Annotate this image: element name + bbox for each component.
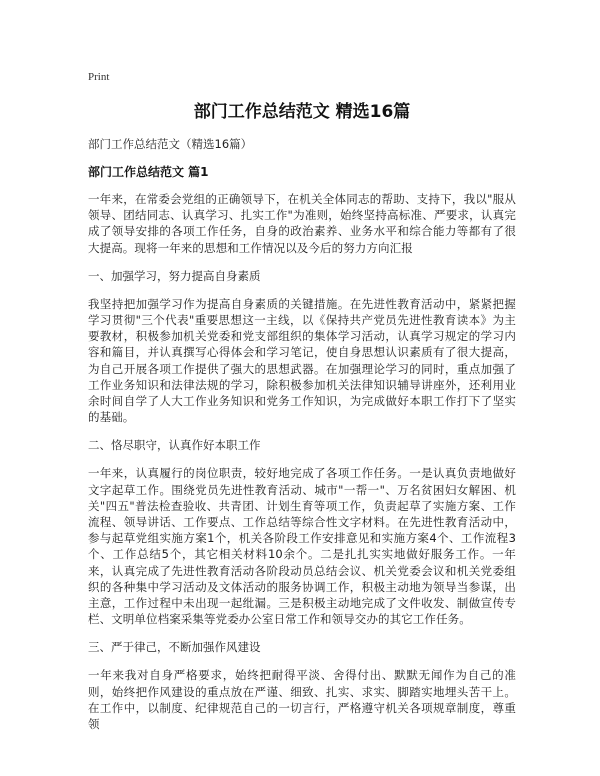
page-title: 部门工作总结范文 精选16篇 (193, 102, 411, 122)
paragraph-duties: 一年来，认真履行的岗位职责，较好地完成了各项工作任务。一是认真负责地做好文字起草工作。围绕党员先进性教育活动、城市"一帮一"、万名贫困妇女解困、机关"四五"普法检查验收、共青团、计划生育等项工作，负责起草了实施方案、工作流程、领导讲话、工作要点、工作总结等综合性文字材料。在先进性教育活动中，参与起草党组实施方案1个，机关各阶段工作安排意见和实施方案4个、工作流程3个、工作总结5个，其它相关材料10余个。二是扎扎实实地做好服务工作。一年来，认真完成了先进性教育活动各阶段动员总结会议、机关党委会议和机关党委组织的各种集中学习活动及文体活动的服务协调工作，积极主动地为领导当参谋，出主意，工作过程中未出现一起纰漏。三是积极主动地完成了文件收发、制做宣传专栏、文明单位档案采集等党委办公室日常工作和领导交办的其它工作任务。 (88, 466, 516, 627)
document-page (88, 70, 516, 744)
intro-paragraph: 一年来，在常委会党组的正确领导下，在机关全体同志的帮助、支持下，我以"服从领导、团结同志、认真学习、扎实工作"为准则，始终坚持高标准、严要求，认真完成了领导安排的各项工作任务，自身的政治素养、业务水平和综合能力等都有了很大提高。现将一年来的思想和工作情况以及今后的努力方向汇报 (88, 192, 516, 255)
subheading-duties: 二、恪尽职守，认真作好本职工作 (88, 438, 261, 453)
section-heading: 部门工作总结范文 篇1 (88, 165, 209, 179)
paragraph-discipline: 一年来我对自身严格要求，始终把耐得平淡、舍得付出、默默无闻作为自己的准则，始终把作风建设的重点放在严谨、细致、扎实、求实、脚踏实地埋头苦干上。在工作中，以制度、纪律规范自己的一切言行，严格遵守机关各项规章制度，尊重领 (88, 668, 516, 732)
print-link[interactable]: Print (88, 71, 110, 83)
subheading-study: 一、加强学习，努力提高自身素质 (88, 268, 261, 283)
document-subtitle: 部门工作总结范文（精选16篇） (88, 137, 253, 151)
paragraph-study: 我坚持把加强学习作为提高自身素质的关键措施。在先进性教育活动中，紧紧把握学习贯彻"三个代表"重要思想这一主线，以《保持共产党员先进性教育读本》为主要教材，积极参加机关党委和党支部组织的集体学习活动，认真学习规定的学习内容和篇目，并认真撰写心得体会和学习笔记，使自身思想认识素质有了很大提高，为自己开展各项工作提供了强大的思想武器。在加强理论学习的同时，重点加强了工作业务知识和法律法规的学习，除积极参加机关法律知识辅导讲座外，还利用业余时间自学了人大工作业务知识和党务工作知识，为完成做好本职工作打下了坚实的基础。 (88, 296, 516, 425)
subheading-discipline: 三、严于律己，不断加强作风建设 (88, 640, 261, 655)
